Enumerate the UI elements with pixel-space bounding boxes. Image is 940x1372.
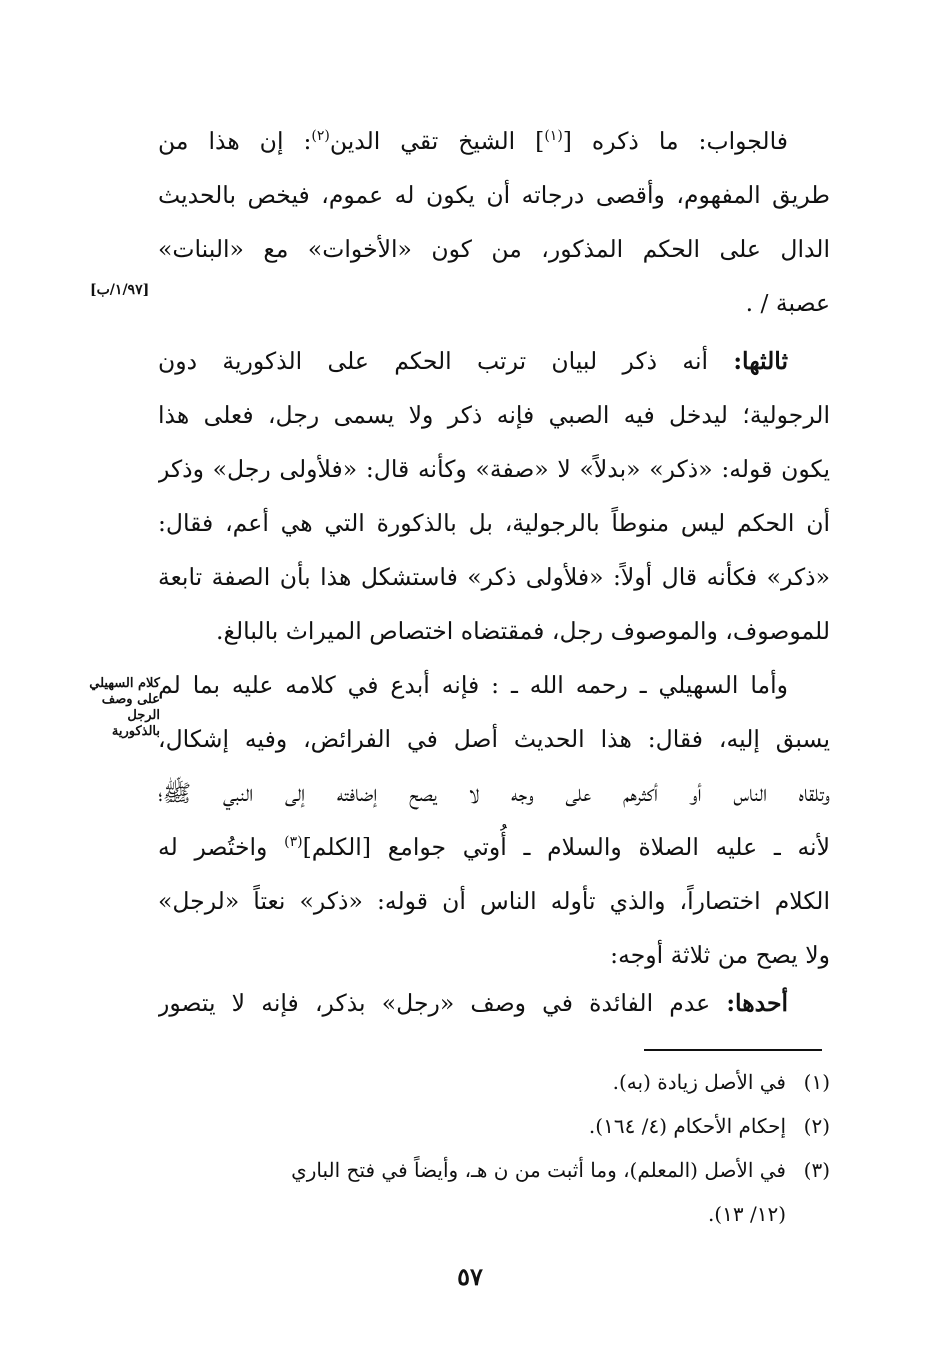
paragraph-3 <box>158 658 830 982</box>
text-line: ولا يصح من ثلاثة أوجه: <box>610 941 830 969</box>
text-line: «ذكر» فكأنه قال أولاً: «فلأولى ذكر» فاستشكل هذا بأن الصفة تابعة <box>158 563 830 591</box>
text-line: الرجولية؛ ليدخل فيه الصبي فإنه ذكر ولا يسمى رجل، فعلى هذا <box>158 401 830 429</box>
text-line: للموصوف، والموصوف رجل، فمقتضاه اختصاص الميراث بالبالغ. <box>216 617 830 645</box>
paragraph-2 <box>158 334 830 658</box>
footnote-continuation: (١٢/ ١٣). <box>707 1202 786 1226</box>
footnotes <box>158 1060 830 1236</box>
text-line: الكلام اختصاراً، والذي تأوله الناس أن قوله: «ذكر» نعتاً «لرجل» <box>158 887 830 915</box>
text-line: الدال على الحكم المذكور، من كون «الأخوات» مع «البنات» <box>158 235 830 263</box>
section-lead: ثالثها: <box>733 347 788 375</box>
footnote-divider <box>644 1049 822 1051</box>
text-line: يكون قوله: «ذكر» «بدلاً» لا «صفة» وكأنه قال: «فلأولى رجل» وذكر <box>158 455 830 483</box>
text-line: فالجواب: ما ذكره [$^{(١)}$] الشيخ تقي الدين$^{(٢)}$: إن هذا من <box>158 127 788 155</box>
paragraph-1 <box>158 114 830 330</box>
footnote-item: (٢)إحكام الأحكام (٤/ ١٦٤). <box>588 1114 830 1138</box>
text-line: لأنه ـ عليه الصلاة والسلام ـ أُوتي جوامع [الكلم]$^{(٣)}$ واختُصر له <box>158 833 830 861</box>
text-line: أن الحكم ليس منوطاً بالرجولية، بل بالذكورة التي هي أعم، فقال: <box>158 509 830 537</box>
text-line: ثالثها: أنه ذكر لبيان ترتب الحكم على الذكورية دون <box>158 347 788 375</box>
margin-note: كلام السهيلي على وصف الرجل بالذكورية <box>89 676 160 739</box>
footnote-ref[interactable]: (٢) <box>311 128 330 145</box>
footnote-item: (٣)في الأصل (المعلم)، وما أثبت من ن هـ، وأيضاً في فتح الباري <box>291 1158 830 1182</box>
text-line: يسبق إليه، فقال: هذا الحديث أصل في الفرائض، وفيه إشكال، <box>158 725 830 753</box>
footnote-ref[interactable]: (١) <box>544 128 563 145</box>
text-line: وأما السهيلي ـ رحمه الله ـ : فإنه أبدع في كلامه عليه بما لم <box>158 671 788 699</box>
footnote-ref[interactable]: (٣) <box>284 834 303 851</box>
text-line: وتلقاه الناس أو أكثرهم على وجه لا يصح إضافته إلى النبي ﷺ؛ <box>158 779 830 807</box>
manuscript-folio-ref: [١/٩٧/ب] <box>90 282 150 298</box>
text-line: عصبة / . <box>745 289 830 317</box>
section-lead: أحدها: <box>726 989 788 1017</box>
paragraph-4 <box>158 976 830 1030</box>
text-line: طريق المفهوم، وأقصى درجاته أن يكون له عموم، فيخص بالحديث <box>158 181 830 209</box>
text-line: أحدها: عدم الفائدة في وصف «رجل» بذكر، فإنه لا يتصور <box>158 989 788 1017</box>
footnote-item: (١)في الأصل زيادة (به). <box>612 1070 830 1094</box>
page-number: ٥٧ <box>457 1262 483 1291</box>
